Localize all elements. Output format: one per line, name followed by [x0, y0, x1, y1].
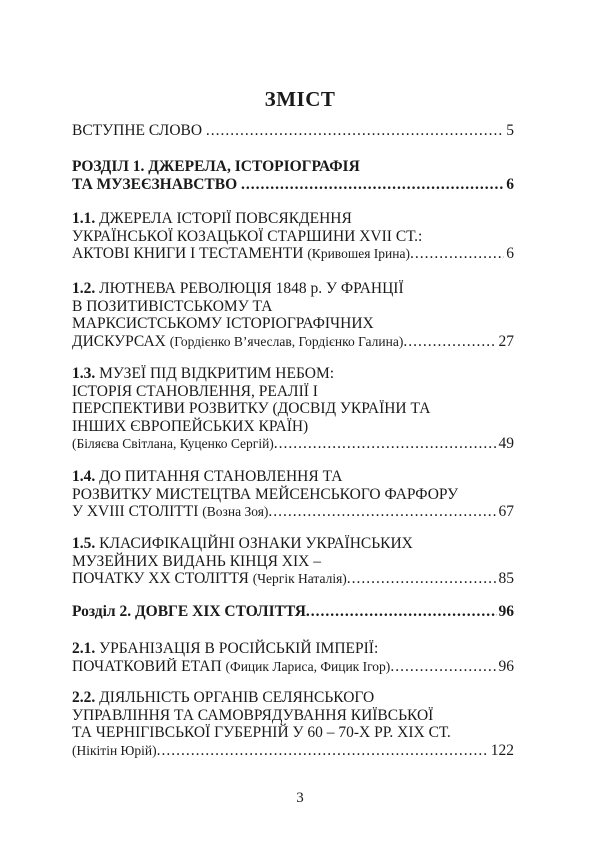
toc-entry-line: ІНШИХ ЄВРОПЕЙСЬКИХ КРАЇН): [72, 417, 309, 435]
toc-entry-line: МАРКСИСТСЬКОМУ ІСТОРІОГРАФІЧНИХ: [72, 315, 374, 332]
toc-entry-text: ТА МУЗЕЄЗНАВСТВО .....: [72, 176, 504, 194]
toc-entry-line: МУЗЕЙНИХ ВИДАНЬ КІНЦЯ XIX –: [72, 552, 321, 570]
toc-entry-1-2: [72, 280, 514, 350]
toc-entry-author: (Чергік Наталія): [252, 571, 347, 586]
toc-entry-text: У XVIII СТОЛІТТІ: [72, 503, 203, 520]
toc-page-number: 5: [506, 122, 514, 139]
toc-page-number: 85: [498, 570, 514, 587]
page-number: 3: [296, 790, 304, 806]
toc-page-number: 6: [506, 245, 514, 262]
toc-entry-line: КЛАСИФІКАЦІЙНІ ОЗНАКИ УКРАЇНСЬКИХ: [95, 535, 413, 552]
toc-entry-section-2: [72, 603, 514, 621]
toc-entry-last-line: [72, 435, 514, 453]
toc-entry-text: ПОЧАТКУ XX СТОЛІТТЯ: [72, 570, 253, 587]
toc-entry-1-3: [72, 365, 514, 453]
toc-entry-1-1: [72, 210, 514, 263]
toc-entry-line: УРБАНІЗАЦІЯ В РОСІЙСЬКІЙ ІМПЕРІЇ:: [95, 640, 379, 657]
toc-entry-1-5: [72, 535, 514, 588]
toc-entry-last-line: [72, 122, 514, 140]
toc-entry-last-line: [72, 503, 514, 521]
toc-entry-line: РОЗВИТКУ МИСТЕЦТВА МЕЙСЕНСЬКОГО ФАРФОРУ: [72, 485, 459, 503]
toc-entry-author: (Гордієнко В’ячеслав, Гордієнко Галина): [169, 333, 404, 349]
toc-entry-line: ДЖЕРЕЛА ІСТОРІЇ ПОВСЯКДЕННЯ: [95, 210, 352, 227]
toc-page-number: 49: [498, 435, 514, 452]
toc-page-number: 96: [498, 603, 514, 620]
toc-entry-author: (Нікітін Юрій): [72, 742, 157, 758]
toc-entry-line: ТА ЧЕРНІГІВСЬКОЇ ГУБЕРНІЙ У 60 – 70-Х РР. XIX СТ.: [72, 724, 451, 741]
toc-entry-line: В ПОЗИТИВІСТСЬКОМУ ТА: [72, 297, 273, 315]
toc-page-number: 6: [506, 175, 514, 193]
toc-entry-last-line: [72, 245, 514, 263]
toc-entry-1-4: [72, 468, 514, 521]
toc-entry-intro: [72, 122, 514, 140]
toc-page-number: 67: [498, 503, 514, 520]
toc-entry-text: Розділ 2. ДОВГЕ XIX СТОЛІТТЯ .....: [72, 603, 497, 621]
toc-entry-line: ДО ПИТАННЯ СТАНОВЛЕННЯ ТА: [95, 468, 343, 485]
toc-entry-line: ІСТОРІЯ СТАНОВЛЕННЯ, РЕАЛІЇ І: [72, 382, 318, 400]
toc-entry-last-line: [72, 570, 514, 588]
toc-page-number: 27: [498, 332, 514, 350]
toc-page-number: 96: [498, 657, 514, 675]
page-title: ЗМІСТ: [264, 87, 336, 111]
toc-entry-line: УКРАЇНСЬКОЇ КОЗАЦЬКОЇ СТАРШИНИ XVII СТ.:: [72, 227, 423, 245]
toc-entry-number: 1.2.: [72, 280, 96, 297]
toc-entry-number: 1.4.: [72, 468, 96, 485]
toc-entry-2-2: [72, 689, 514, 759]
toc-entry-last-line: [72, 176, 514, 194]
toc-entry-number: 2.2.: [72, 689, 96, 706]
toc-entry-last-line: [72, 333, 514, 351]
toc-entry-number: 1.3.: [72, 365, 96, 382]
toc-entry-last-line: [72, 658, 514, 676]
toc-entry-text: ПОЧАТКОВИЙ ЕТАП: [72, 657, 226, 675]
toc-entry-2-1: [72, 640, 514, 675]
toc-entry-number: 1.1.: [72, 210, 96, 227]
toc-entry-line: ДІЯЛЬНІСТЬ ОРГАНІВ СЕЛЯНСЬКОГО: [95, 689, 375, 706]
toc-entry-number: 2.1.: [72, 640, 96, 657]
toc-entry-author: (Возна Зоя): [202, 504, 269, 519]
toc-entry-line: ПЕРСПЕКТИВИ РОЗВИТКУ (ДОСВІД УКРАЇНИ ТА: [72, 400, 431, 417]
toc-page-number: 122: [490, 741, 514, 759]
toc-entry-author: (Біляєва Світлана, Куценко Сергій): [72, 436, 274, 451]
toc-entry-text: ДИСКУРСАХ: [72, 332, 170, 350]
toc-entry-text: ВСТУПНЕ СЛОВО .....: [72, 122, 504, 140]
toc-entry-author: (Кривошея Ірина): [307, 246, 410, 261]
toc-entry-author: (Фицик Лариса, Фицик Ігор): [225, 658, 391, 674]
toc-entry-line: РОЗДІЛ 1. ДЖЕРЕЛА, ІСТОРІОГРАФІЯ: [72, 158, 360, 175]
toc-entry-text: АКТОВІ КНИГИ І ТЕСТАМЕНТИ: [72, 245, 308, 262]
toc-entry-last-line: [72, 742, 514, 760]
toc-entry-last-line: [72, 603, 514, 621]
toc-entry-section-1: [72, 158, 514, 193]
toc-entry-line: УПРАВЛІННЯ ТА САМОВРЯДУВАННЯ КИЇВСЬКОЇ: [72, 706, 434, 724]
toc-entry-line: МУЗЕЇ ПІД ВІДКРИТИМ НЕБОМ:: [95, 365, 335, 382]
toc-entry-number: 1.5.: [72, 535, 96, 552]
toc-entry-line: ЛЮТНЕВА РЕВОЛЮЦІЯ 1848 р. У ФРАНЦІЇ: [95, 280, 404, 297]
